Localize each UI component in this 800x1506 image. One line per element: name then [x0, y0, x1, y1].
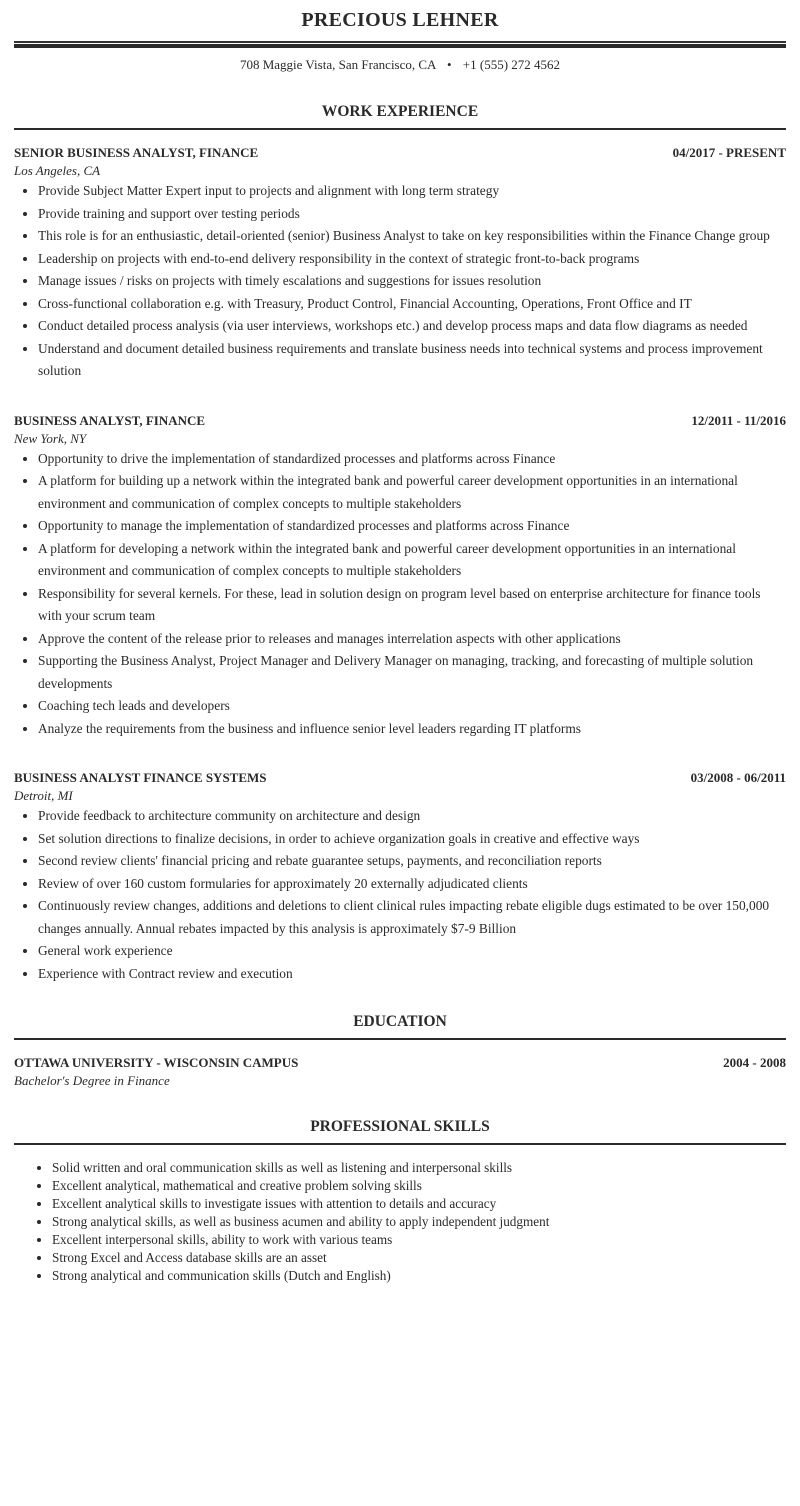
list-item: • Opportunity to drive the implementation of standardized processes and platforms across Finance [38, 448, 786, 471]
job-bullets [14, 180, 786, 383]
list-item: • Review of over 160 custom formularies for approximately 20 externally adjudicated clients [38, 873, 786, 896]
skill-item: • Strong Excel and Access database skills are an asset [52, 1249, 786, 1267]
job-entry [14, 144, 786, 383]
phone: +1 (555) 272 4562 [462, 57, 561, 72]
list-item: • Second review clients' financial pricing and rebate guarantee setups, payments, and reconciliation reports [38, 850, 786, 873]
job-dates: 12/2011 - 11/2016 [691, 412, 786, 428]
contact-line [14, 55, 786, 75]
list-item: • Experience with Contract review and execution [38, 963, 786, 986]
section-divider [14, 1038, 786, 1040]
skill-item: • Excellent analytical skills to investigate issues with attention to details and accuracy [52, 1195, 786, 1213]
list-item: • Opportunity to manage the implementation of standardized processes and platforms across Finance [38, 515, 786, 538]
list-item: • Coaching tech leads and developers [38, 695, 786, 718]
header-divider-thin [14, 41, 786, 43]
skill-item: • Strong analytical and communication skills (Dutch and English) [52, 1267, 786, 1285]
list-item: • This role is for an enthusiastic, detail-oriented (senior) Business Analyst to take on key responsibilities within the Finance Change group [38, 225, 786, 248]
list-item: • Conduct detailed process analysis (via user interviews, workshops etc.) and develop process maps and data flow diagrams as needed [38, 315, 786, 338]
job-list [14, 144, 786, 985]
list-item: • A platform for developing a network within the integrated bank and powerful career development opportunities in an international environment and communication of complex concepts to multiple stakeholders [38, 538, 786, 583]
job-location: Los Angeles, CA [14, 163, 101, 178]
candidate-name: PRECIOUS LEHNER [301, 9, 499, 31]
section-title-skills: PROFESSIONAL SKILLS [310, 1118, 490, 1135]
job-header [14, 769, 786, 787]
list-item: • Cross-functional collaboration e.g. with Treasury, Product Control, Financial Accounting, Operations, Front Office and IT [38, 293, 786, 316]
section-title-work: WORK EXPERIENCE [321, 103, 479, 120]
list-item: • A platform for building up a network within the integrated bank and powerful career development opportunities in an international environment and communication of complex concepts to multiple stakeholders [38, 470, 786, 515]
list-item: • Supporting the Business Analyst, Project Manager and Delivery Manager on managing, tracking, and forecasting of multiple solution developments [38, 650, 786, 695]
list-item: • Understand and document detailed business requirements and translate business needs into technical systems and process improvement solution [38, 338, 786, 383]
section-title-education: EDUCATION [353, 1013, 447, 1030]
section-divider [14, 128, 786, 130]
address: 708 Maggie Vista, San Francisco, CA [239, 57, 436, 72]
header-divider-thick [14, 44, 786, 48]
job-location: Detroit, MI [14, 788, 73, 803]
list-item: • Provide feedback to architecture community on architecture and design [38, 805, 786, 828]
education-entry [14, 1054, 786, 1090]
job-bullets [14, 448, 786, 741]
list-item: • Approve the content of the release prior to releases and manages interrelation aspects with other applications [38, 628, 786, 651]
job-entry [14, 412, 786, 741]
list-item: • Provide training and support over testing periods [38, 203, 786, 226]
section-divider [14, 1143, 786, 1145]
job-header [14, 412, 786, 430]
job-header [14, 144, 786, 162]
list-item: • Analyze the requirements from the business and influence senior level leaders regarding IT platforms [38, 718, 786, 741]
list-item: • Continuously review changes, additions and deletions to client clinical rules impacting rebate eligible dugs estimated to be over 150,000 changes annually. Annual rebates impacted by this analysis is approximately $7-9 Billion [38, 895, 786, 940]
job-bullets [14, 805, 786, 985]
job-dates: 04/2017 - PRESENT [672, 145, 786, 160]
job-entry [14, 769, 786, 985]
skill-item: • Solid written and oral communication skills as well as listening and interpersonal skills [52, 1159, 786, 1177]
list-item: • Set solution directions to finalize decisions, in order to achieve organization goals in creative and effective ways [38, 828, 786, 851]
degree: Bachelor's Degree in Finance [14, 1073, 170, 1088]
skill-item: • Excellent interpersonal skills, ability to work with various teams [52, 1231, 786, 1249]
job-location: New York, NY [14, 430, 87, 446]
education-dates: 2004 - 2008 [723, 1055, 786, 1070]
list-item: • Leadership on projects with end-to-end delivery responsibility in the context of strategic front-to-back programs [38, 248, 786, 271]
job-title: SENIOR BUSINESS ANALYST, FINANCE [14, 145, 259, 160]
school-name: OTTAWA UNIVERSITY - WISCONSIN CAMPUS [14, 1055, 299, 1070]
separator-dot: • [446, 57, 452, 72]
list-item: • Responsibility for several kernels. For these, lead in solution design on program level based on enterprise architecture for finance tools with your scrum team [38, 583, 786, 628]
skill-item: • Excellent analytical, mathematical and creative problem solving skills [52, 1177, 786, 1195]
skill-item: • Strong analytical skills, as well as business acumen and ability to apply independent judgment [52, 1213, 786, 1231]
job-dates: 03/2008 - 06/2011 [690, 770, 786, 785]
skills-list [14, 1159, 786, 1285]
job-title: BUSINESS ANALYST FINANCE SYSTEMS [14, 770, 267, 785]
list-item: • General work experience [38, 940, 786, 963]
job-title: BUSINESS ANALYST, FINANCE [14, 412, 206, 428]
list-item: • Manage issues / risks on projects with timely escalations and suggestions for issues resolution [38, 270, 786, 293]
list-item: • Provide Subject Matter Expert input to projects and alignment with long term strategy [38, 180, 786, 203]
